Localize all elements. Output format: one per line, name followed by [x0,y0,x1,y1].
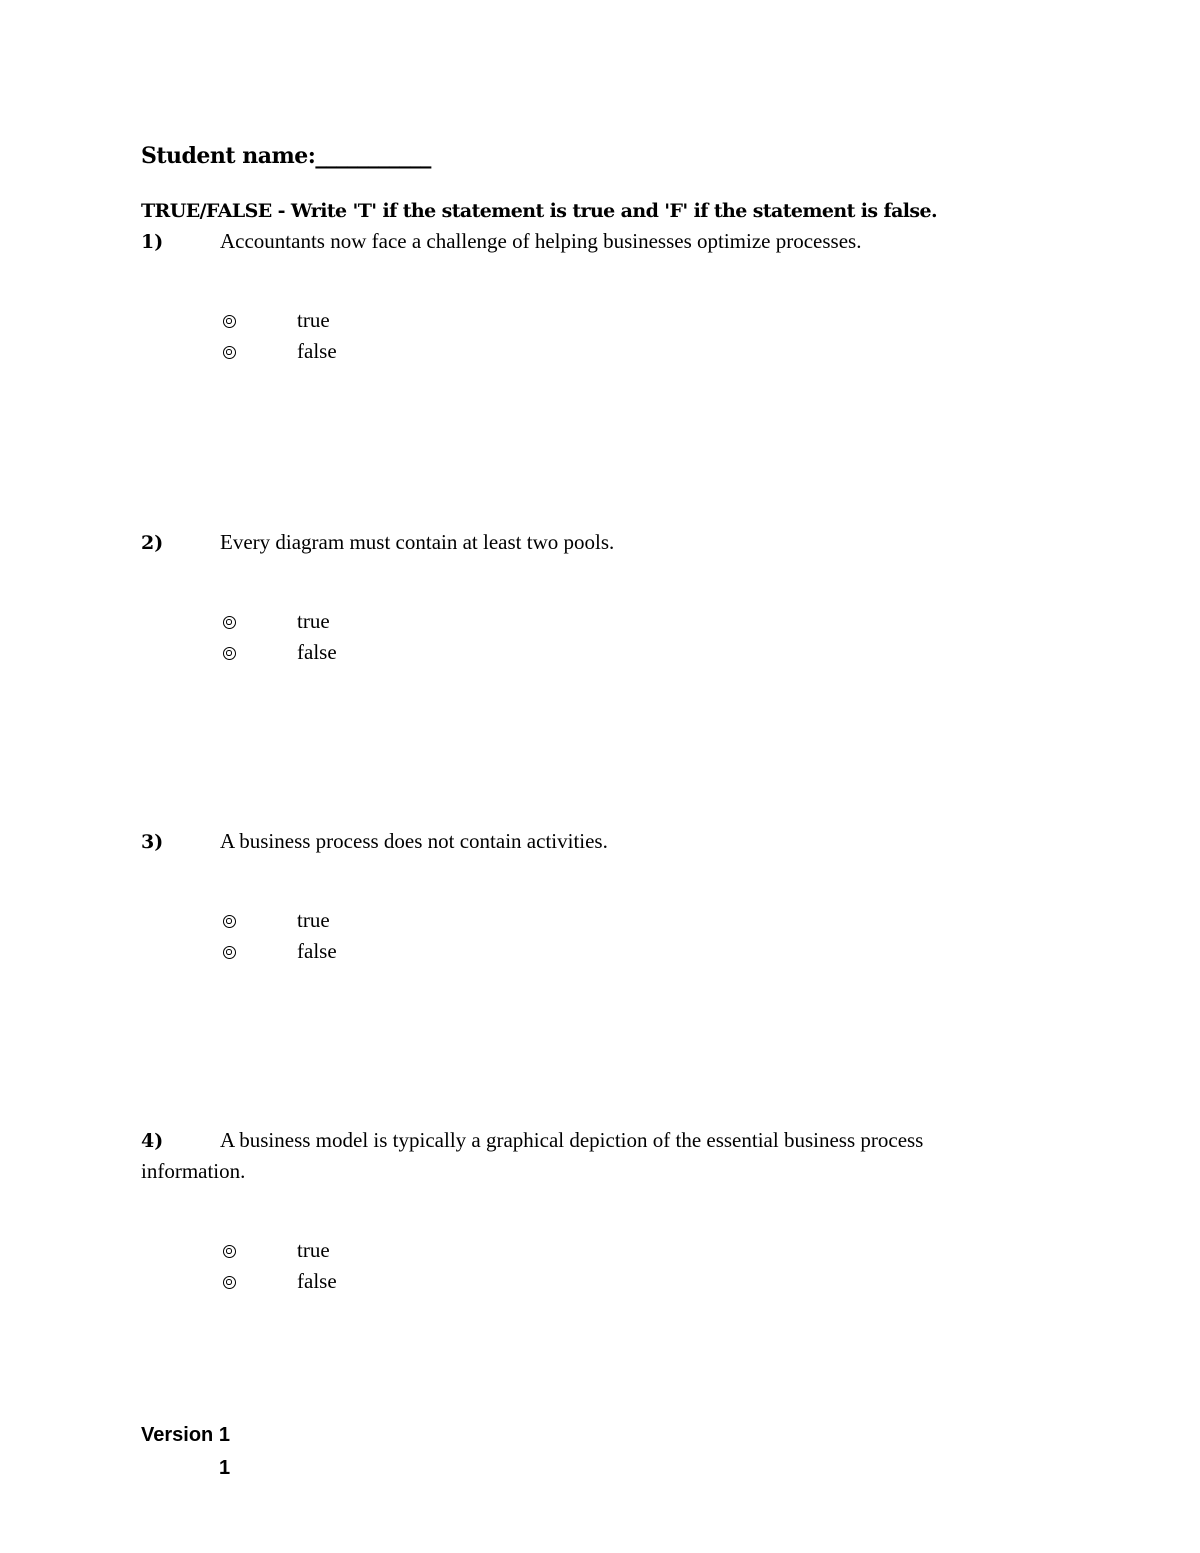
option-false[interactable]: false [297,1269,337,1293]
radio-icon[interactable] [223,616,236,629]
page-number: 1 [219,1457,231,1479]
option-true[interactable]: true [297,908,330,932]
radio-icon[interactable] [223,315,236,328]
radio-icon[interactable] [223,1276,236,1289]
option-true[interactable]: true [297,609,330,633]
option-false[interactable]: false [297,939,337,963]
question-text: A business process does not contain activities. [220,829,608,853]
question-text: Accountants now face a challenge of helping businesses optimize processes. [220,229,862,253]
question-number: 3) [141,831,164,853]
question-text-continued: information. [141,1159,246,1183]
radio-icon[interactable] [223,946,236,959]
option-false[interactable]: false [297,339,337,363]
radio-icon[interactable] [223,1245,236,1258]
option-false[interactable]: false [297,640,337,664]
question-text: Every diagram must contain at least two pools. [220,530,615,554]
option-true[interactable]: true [297,308,330,332]
student-name-blank: ___________ [315,143,431,169]
version-label: Version 1 [141,1424,230,1446]
student-name-label: Student name: [141,143,316,169]
question-text: A business model is typically a graphical depiction of the essential business process [220,1128,924,1152]
instructions: TRUE/FALSE - Write 'T' if the statement is true and 'F' if the statement is false. [141,200,938,222]
radio-icon[interactable] [223,915,236,928]
student-name-heading [141,143,431,169]
radio-icon[interactable] [223,346,236,359]
radio-icon[interactable] [223,647,236,660]
question-number: 2) [141,532,164,554]
option-true[interactable]: true [297,1238,330,1262]
question-number: 4) [141,1130,164,1152]
question-number: 1) [141,231,164,253]
